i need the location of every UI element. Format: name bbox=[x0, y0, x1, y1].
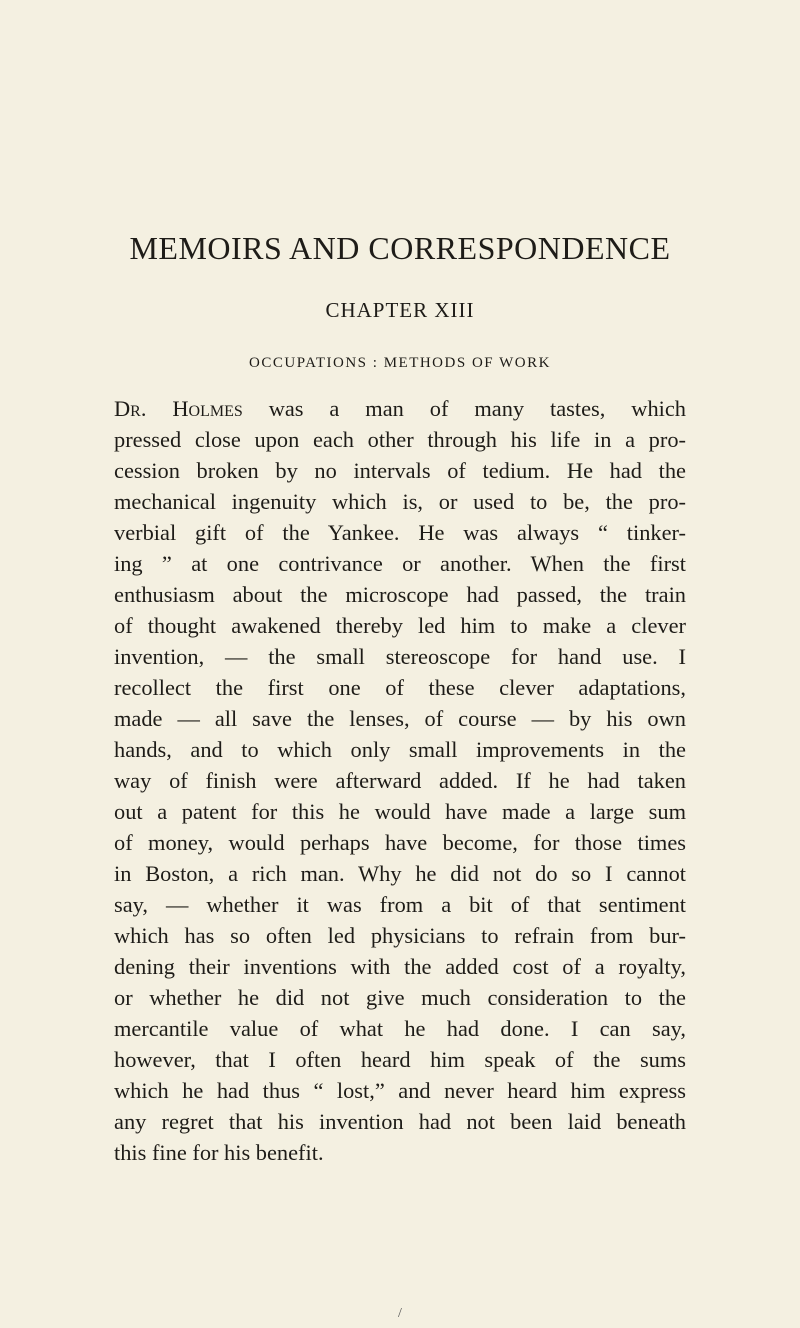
paragraph-line: out a patent for this he would have made a large sum bbox=[114, 799, 686, 824]
paragraph-line: hands, and to which only small improvements in the bbox=[114, 737, 686, 762]
paragraph-line: in Boston, a rich man. Why he did not do so I cannot bbox=[114, 861, 686, 886]
paragraph-line: say, — whether it was from a bit of that sentiment bbox=[114, 892, 686, 917]
paragraph-line: of money, would perhaps have become, for those times bbox=[114, 830, 686, 855]
paragraph-line: mercantile value of what he had done. I can say, bbox=[114, 1016, 686, 1041]
paragraph-line: pressed close upon each other through his life in a pro- bbox=[114, 427, 686, 452]
paragraph-line bbox=[114, 393, 686, 424]
paragraph-line: mechanical ingenuity which is, or used to be, the pro- bbox=[114, 489, 686, 514]
paragraph-line: any regret that his invention had not been laid beneath bbox=[114, 1109, 686, 1134]
paragraph-line: verbial gift of the Yankee. He was always “ tinker- bbox=[114, 520, 686, 545]
paragraph-line: recollect the first one of these clever adaptations, bbox=[114, 675, 686, 700]
chapter-heading: CHAPTER XIII bbox=[325, 298, 475, 322]
paragraph-line: of thought awakened thereby led him to make a clever bbox=[114, 613, 686, 638]
paragraph-line: dening their inventions with the added cost of a royalty, bbox=[114, 954, 686, 979]
paragraph-line: cession broken by no intervals of tedium. He had the bbox=[114, 458, 686, 483]
body-paragraph bbox=[114, 393, 686, 1168]
paragraph-line: way of finish were afterward added. If he had taken bbox=[114, 768, 686, 793]
paragraph-line: this fine for his benefit. bbox=[114, 1140, 324, 1165]
paragraph-line: which has so often led physicians to refrain from bur- bbox=[114, 923, 686, 948]
paragraph-lead: Dr. Holmes bbox=[114, 396, 243, 421]
chapter-subtitle: OCCUPATIONS : METHODS OF WORK bbox=[249, 355, 551, 371]
paragraph-line: ing ” at one contrivance or another. When the first bbox=[114, 551, 686, 576]
page-footmark: / bbox=[398, 1306, 402, 1321]
paragraph-line: enthusiasm about the microscope had passed, the train bbox=[114, 582, 686, 607]
paragraph-line: invention, — the small stereoscope for hand use. I bbox=[114, 644, 686, 669]
paragraph-line: made — all save the lenses, of course — by his own bbox=[114, 706, 686, 731]
paragraph-line-text: was a man of many tastes, which bbox=[242, 396, 686, 421]
paragraph-line: or whether he did not give much consideration to the bbox=[114, 985, 686, 1010]
running-head: MEMOIRS AND CORRESPONDENCE bbox=[129, 230, 671, 266]
paragraph-line: however, that I often heard him speak of the sums bbox=[114, 1047, 686, 1072]
paragraph-line: which he had thus “ lost,” and never heard him express bbox=[114, 1078, 686, 1103]
